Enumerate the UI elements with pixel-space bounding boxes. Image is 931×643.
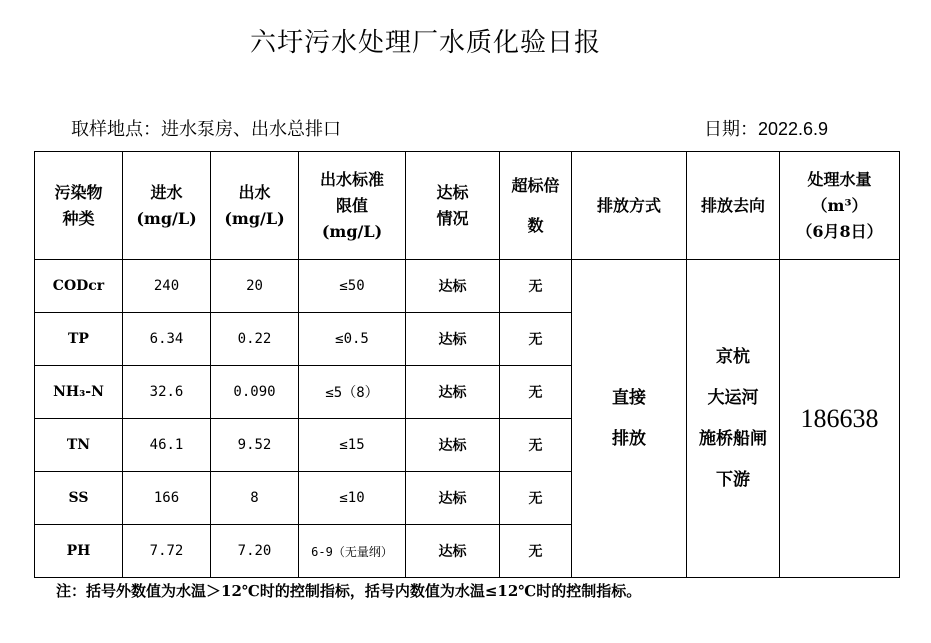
influent-cell: 32.6	[123, 366, 211, 419]
influent-cell: 7.72	[123, 525, 211, 578]
header-influent: 进水 (mg/L)	[123, 152, 211, 260]
standard-cell: ≤10	[299, 472, 406, 525]
status-cell: 达标	[406, 525, 500, 578]
effluent-cell: 20	[211, 260, 299, 313]
exceed-cell: 无	[500, 313, 572, 366]
status-cell: 达标	[406, 419, 500, 472]
influent-cell: 240	[123, 260, 211, 313]
standard-cell: 6-9（无量纲）	[299, 525, 406, 578]
water-quality-table	[34, 151, 900, 578]
effluent-cell: 0.22	[211, 313, 299, 366]
header-pollutant: 污染物 种类	[35, 152, 123, 260]
header-exceed: 超标倍 数	[500, 152, 572, 260]
influent-cell: 46.1	[123, 419, 211, 472]
discharge-method-cell: 直接 排放	[572, 260, 687, 578]
standard-cell: ≤0.5	[299, 313, 406, 366]
standard-cell: ≤50	[299, 260, 406, 313]
footnote: 注：括号外数值为水温＞12℃时的控制指标，括号内数值为水温≤12℃时的控制指标。	[56, 582, 642, 600]
status-cell: 达标	[406, 313, 500, 366]
pollutant-cell: PH	[35, 525, 123, 578]
discharge-dest-cell: 京杭 大运河 施桥船闸 下游	[687, 260, 780, 578]
status-cell: 达标	[406, 366, 500, 419]
standard-cell: ≤5（8）	[299, 366, 406, 419]
pollutant-cell: CODcr	[35, 260, 123, 313]
effluent-cell: 8	[211, 472, 299, 525]
standard-cell: ≤15	[299, 419, 406, 472]
header-standard: 出水标准 限值 (mg/L)	[299, 152, 406, 260]
exceed-cell: 无	[500, 366, 572, 419]
status-cell: 达标	[406, 472, 500, 525]
report-date: 日期：2022.6.9	[704, 119, 829, 139]
table-row	[35, 260, 900, 313]
treated-volume-value: 186638	[780, 260, 900, 578]
header-discharge-dest: 排放去向	[687, 152, 780, 260]
report-title: 六圩污水处理厂水质化验日报	[249, 28, 601, 58]
effluent-cell: 7.20	[211, 525, 299, 578]
exceed-cell: 无	[500, 525, 572, 578]
exceed-cell: 无	[500, 472, 572, 525]
pollutant-cell: TN	[35, 419, 123, 472]
header-discharge-method: 排放方式	[572, 152, 687, 260]
effluent-cell: 9.52	[211, 419, 299, 472]
header-volume: 处理水量 （m³） （6月8日）	[780, 152, 900, 260]
exceed-cell: 无	[500, 260, 572, 313]
pollutant-cell: NH₃-N	[35, 366, 123, 419]
exceed-cell: 无	[500, 419, 572, 472]
status-cell: 达标	[406, 260, 500, 313]
header-effluent: 出水 (mg/L)	[211, 152, 299, 260]
sampling-location: 取样地点：进水泵房、出水总排口	[71, 119, 341, 140]
effluent-cell: 0.090	[211, 366, 299, 419]
influent-cell: 6.34	[123, 313, 211, 366]
influent-cell: 166	[123, 472, 211, 525]
header-compliance: 达标 情况	[406, 152, 500, 260]
table-header-row	[35, 152, 900, 260]
pollutant-cell: SS	[35, 472, 123, 525]
pollutant-cell: TP	[35, 313, 123, 366]
